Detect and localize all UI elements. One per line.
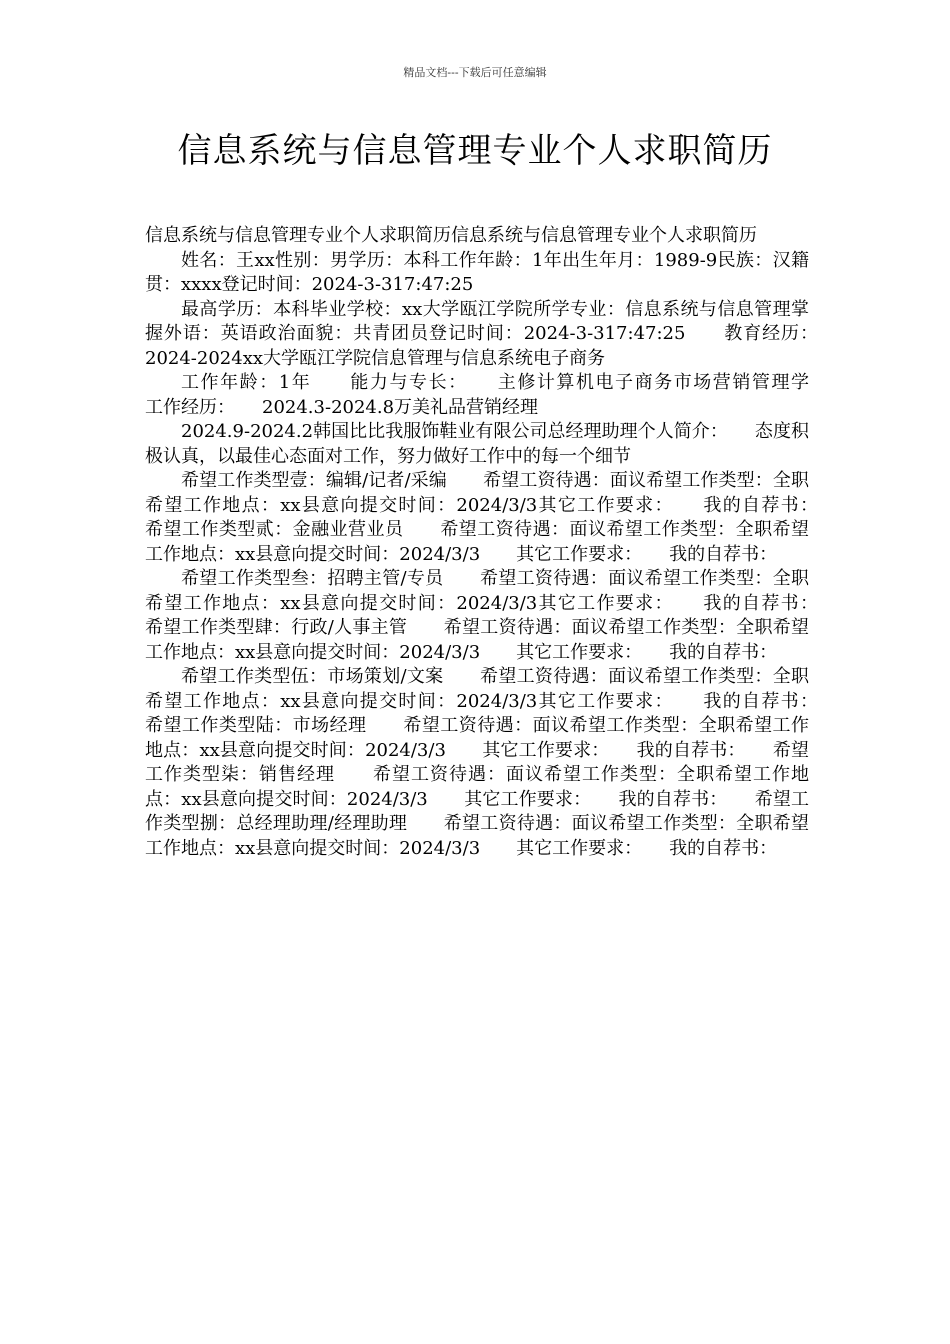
document-body [145, 224, 845, 861]
body-paragraph-intro: 信息系统与信息管理专业个人求职简历信息系统与信息管理专业个人求职简历 [145, 225, 757, 246]
body-paragraph-job-wish-2: 希望工作类型叁：招聘主管/专员 希望工资待遇：面议希望工作类型：全职希望工作地点：xx县意向提交时间：2024/3/3其它工作要求： 我的自荐书： 希望工作类型肆：行政/人事主管 希望工资待遇：面议希望工作类型：全职希望工作地点：xx县意向提交时间：2024/3/3 其它工作要求： 我的自荐书： [145, 568, 845, 663]
body-paragraph-skills: 工作年龄：1年 能力与专长： 主修计算机电子商务市场营销管理学 工作经历： 2024.3-2024.8万美礼品营销经理 [145, 372, 845, 418]
body-paragraph-profile: 2024.9-2024.2韩国比比我服饰鞋业有限公司总经理助理个人简介： 态度积极认真，以最佳心态面对工作，努力做好工作中的每一个细节 [145, 421, 809, 467]
body-paragraph-job-wish-1: 希望工作类型壹：编辑/记者/采编 希望工资待遇：面议希望工作类型：全职希望工作地点：xx县意向提交时间：2024/3/3其它工作要求： 我的自荐书： 希望工作类型贰：金融业营业员 希望工资待遇：面议希望工作类型：全职希望工作地点：xx县意向提交时间：2024/3/3 其它工作要求： 我的自荐书： [145, 470, 845, 565]
body-paragraph-basic-info: 姓名：王xx性别：男学历：本科工作年龄：1年出生年月：1989-9民族：汉籍贯：xxxx登记时间：2024-3-317:47:25 [145, 249, 809, 295]
document-title: 信息系统与信息管理专业个人求职简历 [177, 131, 773, 171]
body-paragraph-job-wish-3: 希望工作类型伍：市场策划/文案 希望工资待遇：面议希望工作类型：全职希望工作地点：xx县意向提交时间：2024/3/3其它工作要求： 我的自荐书： 希望工作类型陆：市场经理 希望工资待遇：面议希望工作类型：全职希望工作地点：xx县意向提交时间：2024/3/3 其它工作要求： 我的自荐书： 希望工作类型柒：销售经理 希望工资待遇：面议希望工作类型：全职希望工作地点：xx县意向提交时间：2024/3/3 其它工作要求： 我的自荐书： 希望工作类型捌：总经理助理/经理助理 希望工资待遇：面议希望工作类型：全职希望工作地点：xx县意向提交时间：2024/3/3 其它工作要求： 我的自荐书： [145, 666, 845, 859]
header-note: 精品文档---下载后可任意编辑 [403, 66, 547, 79]
body-paragraph-education: 最高学历：本科毕业学校：xx大学瓯江学院所学专业：信息系统与信息管理掌握外语：英语政治面貌：共青团员登记时间：2024-3-317:47:25 教育经历： 2024-2024xx大学瓯江学院信息管理与信息系统电子商务 [145, 298, 845, 369]
